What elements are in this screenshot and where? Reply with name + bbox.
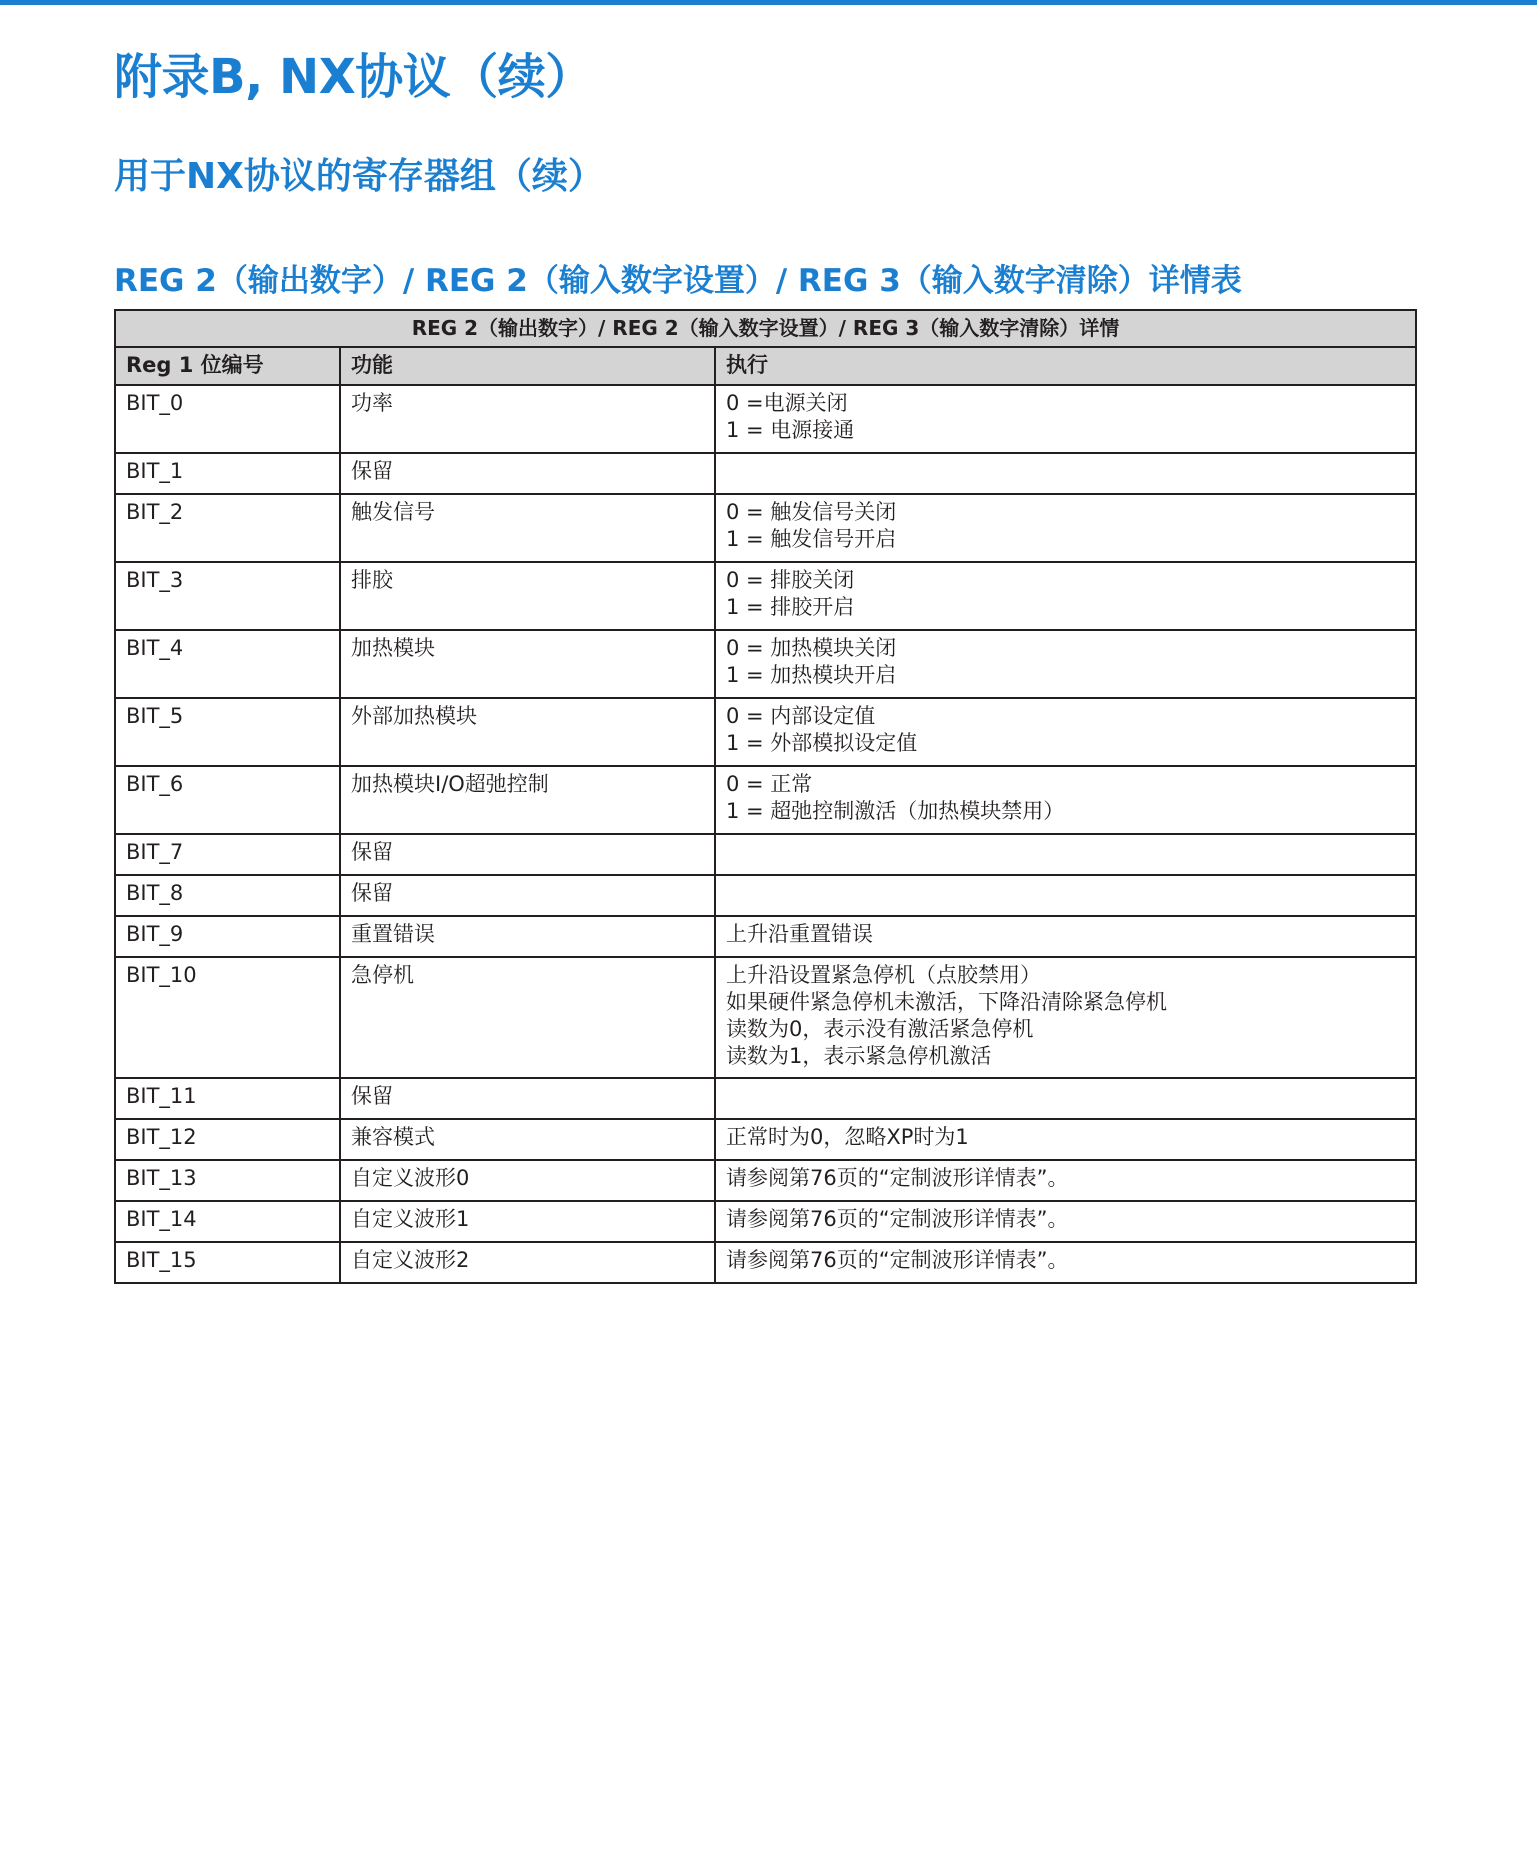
cell-bit: BIT_5 [115, 698, 340, 766]
cell-action [715, 1160, 1416, 1201]
table-row [115, 1201, 1416, 1242]
cell-bit: BIT_10 [115, 957, 340, 1078]
cell-action [715, 1242, 1416, 1283]
table-body [115, 385, 1416, 1283]
action-line: 1 = 排胶开启 [726, 595, 855, 619]
action-line: 上升沿设置紧急停机（点胶禁用） [726, 963, 1041, 987]
action-line: 0 = 加热模块关闭 [726, 636, 897, 660]
action-line: 1 = 外部模拟设定值 [726, 731, 918, 755]
action-line: 请参阅第76页的“定制波形详情表”。 [726, 1166, 1069, 1190]
cell-action [715, 630, 1416, 698]
table-row [115, 834, 1416, 875]
table-row [115, 1160, 1416, 1201]
cell-function: 触发信号 [340, 494, 715, 562]
cell-bit: BIT_3 [115, 562, 340, 630]
cell-function: 功率 [340, 385, 715, 453]
cell-bit: BIT_14 [115, 1201, 340, 1242]
action-line: 1 = 触发信号开启 [726, 527, 897, 551]
cell-bit: BIT_13 [115, 1160, 340, 1201]
cell-bit: BIT_2 [115, 494, 340, 562]
cell-action [715, 834, 1416, 875]
cell-action [715, 698, 1416, 766]
cell-function: 保留 [340, 834, 715, 875]
action-line: 上升沿重置错误 [726, 922, 873, 946]
cell-action [715, 916, 1416, 957]
table-caption: REG 2（输出数字）/ REG 2（输入数字设置）/ REG 3（输入数字清除）详情 [115, 310, 1416, 347]
column-header-function: 功能 [340, 347, 715, 385]
cell-action [715, 1119, 1416, 1160]
table-row [115, 562, 1416, 630]
cell-action [715, 875, 1416, 916]
section-title: 用于NX协议的寄存器组（续） [114, 156, 604, 197]
table-row [115, 1078, 1416, 1119]
table-title: REG 2（输出数字）/ REG 2（输入数字设置）/ REG 3（输入数字清除）详情表 [114, 263, 1242, 299]
cell-function: 自定义波形2 [340, 1242, 715, 1283]
cell-function: 保留 [340, 453, 715, 494]
cell-action [715, 453, 1416, 494]
cell-function: 急停机 [340, 957, 715, 1078]
table-row [115, 916, 1416, 957]
action-line: 1 = 超弛控制激活（加热模块禁用） [726, 799, 1065, 823]
cell-function: 外部加热模块 [340, 698, 715, 766]
cell-bit: BIT_0 [115, 385, 340, 453]
table-row [115, 698, 1416, 766]
table-row [115, 957, 1416, 1078]
table-row [115, 875, 1416, 916]
cell-function: 加热模块I/O超弛控制 [340, 766, 715, 834]
register-details-table [114, 309, 1417, 1284]
cell-function: 自定义波形1 [340, 1201, 715, 1242]
cell-function: 排胶 [340, 562, 715, 630]
cell-action [715, 766, 1416, 834]
action-line: 请参阅第76页的“定制波形详情表”。 [726, 1248, 1069, 1272]
cell-function: 保留 [340, 1078, 715, 1119]
cell-bit: BIT_12 [115, 1119, 340, 1160]
cell-action [715, 494, 1416, 562]
top-accent-rule [0, 0, 1537, 5]
cell-bit: BIT_1 [115, 453, 340, 494]
table-row [115, 453, 1416, 494]
table-row [115, 1242, 1416, 1283]
action-line: 读数为0，表示没有激活紧急停机 [726, 1017, 1034, 1041]
action-line: 读数为1，表示紧急停机激活 [726, 1044, 992, 1068]
table-row [115, 494, 1416, 562]
cell-action [715, 1078, 1416, 1119]
table-row [115, 1119, 1416, 1160]
table-row [115, 630, 1416, 698]
action-line: 0 =电源关闭 [726, 391, 848, 415]
cell-bit: BIT_15 [115, 1242, 340, 1283]
action-line: 如果硬件紧急停机未激活，下降沿清除紧急停机 [726, 990, 1167, 1014]
cell-function: 加热模块 [340, 630, 715, 698]
table-row [115, 385, 1416, 453]
cell-bit: BIT_9 [115, 916, 340, 957]
action-line: 1 = 加热模块开启 [726, 663, 897, 687]
cell-bit: BIT_11 [115, 1078, 340, 1119]
column-header-action: 执行 [715, 347, 1416, 385]
cell-action [715, 1201, 1416, 1242]
cell-action [715, 957, 1416, 1078]
cell-bit: BIT_8 [115, 875, 340, 916]
cell-function: 重置错误 [340, 916, 715, 957]
action-line: 请参阅第76页的“定制波形详情表”。 [726, 1207, 1069, 1231]
cell-function: 保留 [340, 875, 715, 916]
cell-action [715, 385, 1416, 453]
cell-function: 自定义波形0 [340, 1160, 715, 1201]
table-row [115, 766, 1416, 834]
cell-action [715, 562, 1416, 630]
action-line: 正常时为0，忽略XP时为1 [726, 1125, 969, 1149]
action-line: 0 = 排胶关闭 [726, 568, 855, 592]
cell-bit: BIT_4 [115, 630, 340, 698]
action-line: 0 = 内部设定值 [726, 704, 876, 728]
cell-function: 兼容模式 [340, 1119, 715, 1160]
action-line: 1 = 电源接通 [726, 418, 855, 442]
cell-bit: BIT_7 [115, 834, 340, 875]
cell-bit: BIT_6 [115, 766, 340, 834]
action-line: 0 = 触发信号关闭 [726, 500, 897, 524]
page-title: 附录B, NX协议（续） [114, 49, 593, 105]
action-line: 0 = 正常 [726, 772, 813, 796]
column-header-bit: Reg 1 位编号 [115, 347, 340, 385]
